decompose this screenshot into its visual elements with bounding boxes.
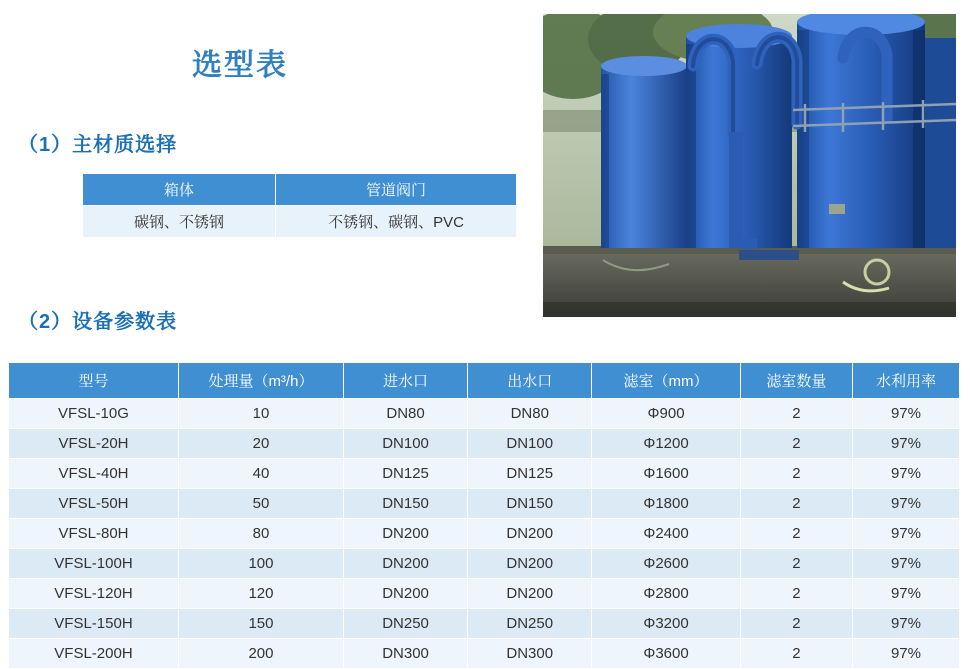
table-row (9, 639, 960, 669)
cell-filter-chamber: Φ2400 (592, 519, 740, 549)
cell-water-usage: 97% (852, 519, 959, 549)
cell-model: VFSL-150H (9, 609, 179, 639)
cell-filter-chamber: Φ1200 (592, 429, 740, 459)
section-heading-parameters: （2）设备参数表 (18, 311, 178, 333)
cell-model: VFSL-50H (9, 489, 179, 519)
cell-outlet: DN80 (468, 399, 592, 429)
table-header-row (83, 174, 517, 206)
cell-model: VFSL-200H (9, 639, 179, 669)
section-heading-material: （1）主材质选择 (18, 134, 178, 156)
cell-water-usage: 97% (852, 579, 959, 609)
cell-chamber-count: 2 (740, 549, 852, 579)
cell-inlet: DN100 (343, 429, 467, 459)
param-header-water-usage: 水利用率 (852, 363, 959, 399)
cell-inlet: DN125 (343, 459, 467, 489)
cell-outlet: DN200 (468, 579, 592, 609)
param-header-model: 型号 (9, 363, 179, 399)
cell-capacity: 10 (178, 399, 343, 429)
cell-chamber-count: 2 (740, 579, 852, 609)
cell-chamber-count: 2 (740, 489, 852, 519)
table-row (9, 489, 960, 519)
cell-capacity: 20 (178, 429, 343, 459)
cell-outlet: DN200 (468, 549, 592, 579)
cell-inlet: DN200 (343, 549, 467, 579)
table-header-row (9, 363, 960, 399)
cell-inlet: DN80 (343, 399, 467, 429)
cell-water-usage: 97% (852, 399, 959, 429)
param-header-filter-chamber: 滤室（mm） (592, 363, 740, 399)
cell-water-usage: 97% (852, 609, 959, 639)
cell-inlet: DN300 (343, 639, 467, 669)
cell-water-usage: 97% (852, 489, 959, 519)
cell-chamber-count: 2 (740, 609, 852, 639)
cell-outlet: DN150 (468, 489, 592, 519)
cell-chamber-count: 2 (740, 459, 852, 489)
table-row (9, 579, 960, 609)
material-header-cabinet: 箱体 (83, 174, 276, 206)
table-row (9, 549, 960, 579)
cell-outlet: DN100 (468, 429, 592, 459)
table-row (9, 609, 960, 639)
cell-model: VFSL-120H (9, 579, 179, 609)
cell-capacity: 100 (178, 549, 343, 579)
material-cell-pipe-valve: 不锈钢、碳钢、PVC (276, 206, 517, 238)
table-row (9, 399, 960, 429)
cell-capacity: 80 (178, 519, 343, 549)
cell-inlet: DN200 (343, 579, 467, 609)
param-header-capacity: 处理量（m³/h） (178, 363, 343, 399)
cell-capacity: 120 (178, 579, 343, 609)
cell-water-usage: 97% (852, 549, 959, 579)
cell-outlet: DN125 (468, 459, 592, 489)
table-row (9, 459, 960, 489)
cell-chamber-count: 2 (740, 429, 852, 459)
cell-model: VFSL-40H (9, 459, 179, 489)
table-row (83, 206, 517, 238)
cell-filter-chamber: Φ1600 (592, 459, 740, 489)
parameter-table (8, 362, 960, 669)
table-row (9, 429, 960, 459)
cell-filter-chamber: Φ1800 (592, 489, 740, 519)
cell-water-usage: 97% (852, 459, 959, 489)
cell-capacity: 40 (178, 459, 343, 489)
cell-chamber-count: 2 (740, 399, 852, 429)
material-selection-table (82, 173, 517, 238)
cell-filter-chamber: Φ2800 (592, 579, 740, 609)
cell-chamber-count: 2 (740, 639, 852, 669)
cell-chamber-count: 2 (740, 519, 852, 549)
cell-water-usage: 97% (852, 429, 959, 459)
page-title: 选型表 (192, 49, 288, 82)
cell-outlet: DN250 (468, 609, 592, 639)
material-header-pipe-valve: 管道阀门 (276, 174, 517, 206)
cell-inlet: DN150 (343, 489, 467, 519)
cell-capacity: 200 (178, 639, 343, 669)
parameter-table-body (9, 399, 960, 669)
cell-filter-chamber: Φ900 (592, 399, 740, 429)
param-header-inlet: 进水口 (343, 363, 467, 399)
cell-model: VFSL-10G (9, 399, 179, 429)
equipment-photo (543, 14, 956, 317)
cell-inlet: DN250 (343, 609, 467, 639)
param-header-outlet: 出水口 (468, 363, 592, 399)
cell-filter-chamber: Φ2600 (592, 549, 740, 579)
cell-outlet: DN300 (468, 639, 592, 669)
cell-capacity: 50 (178, 489, 343, 519)
cell-model: VFSL-20H (9, 429, 179, 459)
cell-capacity: 150 (178, 609, 343, 639)
cell-inlet: DN200 (343, 519, 467, 549)
cell-model: VFSL-80H (9, 519, 179, 549)
table-row (9, 519, 960, 549)
cell-filter-chamber: Φ3200 (592, 609, 740, 639)
cell-filter-chamber: Φ3600 (592, 639, 740, 669)
cell-water-usage: 97% (852, 639, 959, 669)
cell-outlet: DN200 (468, 519, 592, 549)
param-header-chamber-count: 滤室数量 (740, 363, 852, 399)
material-cell-cabinet: 碳钢、不锈钢 (83, 206, 276, 238)
equipment-photo-illustration (543, 14, 956, 317)
cell-model: VFSL-100H (9, 549, 179, 579)
